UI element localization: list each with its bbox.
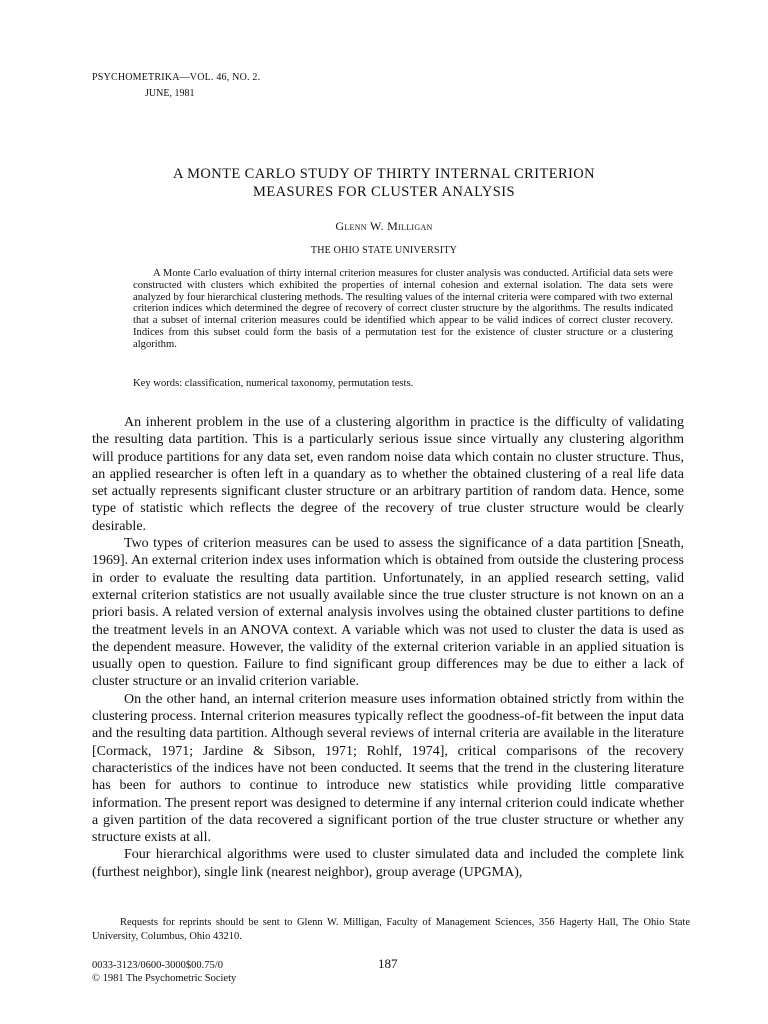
paragraph: On the other hand, an internal criterion measure uses information obtained strictly from within the clustering process. Internal criterion measures typically reflect the goodness-of-fit between the input data and the resulting data partition. Although several reviews of internal criteria are available in the literature [Cormack, 1971; Jardine & Sibson, 1971; Rohlf, 1974], critical comparisons of the recovery characteristics of the indices have not been conducted. It seems that the trend in the clustering literature has been for authors to continue to introduce new statistics while providing little comparative information. The present report was designed to determine if any internal criterion could indicate whether a given partition of the data recovered a significant portion of the true cluster structure or whether any structure exists at all. xyxy=(92,691,684,846)
title-line-2: MEASURES FOR CLUSTER ANALYSIS xyxy=(253,184,515,200)
paragraph: Four hierarchical algorithms were used to cluster simulated data and included the complete link (furthest neighbor), single link (nearest neighbor), group average (UPGMA), xyxy=(92,847,684,880)
paragraph: An inherent problem in the use of a clustering algorithm in practice is the difficulty of validating the resulting data partition. This is a particularly serious issue since virtually any clustering algorithm will produce partitions for any data set, even random noise data which contain no cluster structure. Thus, an applied researcher is often left in a quandary as to whether the obtained clustering of a real life data set actually represents significant cluster structure or an arbitrary partition of random data. Hence, some type of statistic which reflects the degree of the recovery of true cluster structure would be clearly desirable. xyxy=(92,415,684,534)
author-affiliation: THE OHIO STATE UNIVERSITY xyxy=(310,245,458,256)
copyright: © 1981 The Psychometric Society xyxy=(92,973,237,984)
journal-volume: PSYCHOMETRIKA—VOL. 46, NO. 2. xyxy=(92,72,261,83)
paragraph: Two types of criterion measures can be used to assess the significance of a data partition [Sneath, 1969]. An external criterion index uses information which is obtained from outside the clustering process in order to evaluate the resulting data partition. Unfortunately, in an applied research setting, valid external criterion statistics are not usually available since the true cluster structure is not known on an a priori basis. A related version of external analysis involves using the obtained cluster partitions to define the treatment levels in an ANOVA context. A variable which was not used to cluster the data is used as the dependent measure. However, the validity of the external criterion variable in an applied situation is usually open to question. Failure to find significant group differences may be due to either a lack of cluster structure or an invalid criterion variable. xyxy=(92,536,684,690)
running-header xyxy=(92,70,260,102)
issue-date: JUNE, 1981 xyxy=(145,88,195,99)
publication-info xyxy=(92,959,236,985)
title-line-1: A MONTE CARLO STUDY OF THIRTY INTERNAL CRITERION xyxy=(172,166,596,182)
page-number: 187 xyxy=(378,956,398,971)
keywords: Key words: classification, numerical taxonomy, permutation tests. xyxy=(133,378,414,389)
body-text xyxy=(92,414,684,881)
author-name: Glenn W. Milligan xyxy=(335,219,433,233)
abstract-text: A Monte Carlo evaluation of thirty internal criterion measures for cluster analysis was conducted. Artificial data sets were constructed with clusters which exhibited the properties of internal cohesion and external isolation. The data sets were analyzed by four hierarchical clustering methods. The resulting values of the internal criteria were compared with two external criterion indices which determined the degree of recovery of correct cluster structure by the algorithms. The results indicated that a subset of internal criterion measures could be identified which appear to be valid indices of correct cluster recovery. Indices from this subset could form the basis of a permutation test for the existence of cluster structure or a clustering algorithm. xyxy=(133,268,673,350)
publication-code: 0033-3123/0600-3000$00.75/0 xyxy=(92,960,223,971)
abstract xyxy=(133,268,673,351)
paper-title xyxy=(0,165,768,201)
footnote xyxy=(92,916,690,944)
reprint-request: Requests for reprints should be sent to Glenn W. Milligan, Faculty of Management Sciences, 356 Hagerty Hall, The Ohio State University, Columbus, Ohio 43210. xyxy=(92,917,690,942)
